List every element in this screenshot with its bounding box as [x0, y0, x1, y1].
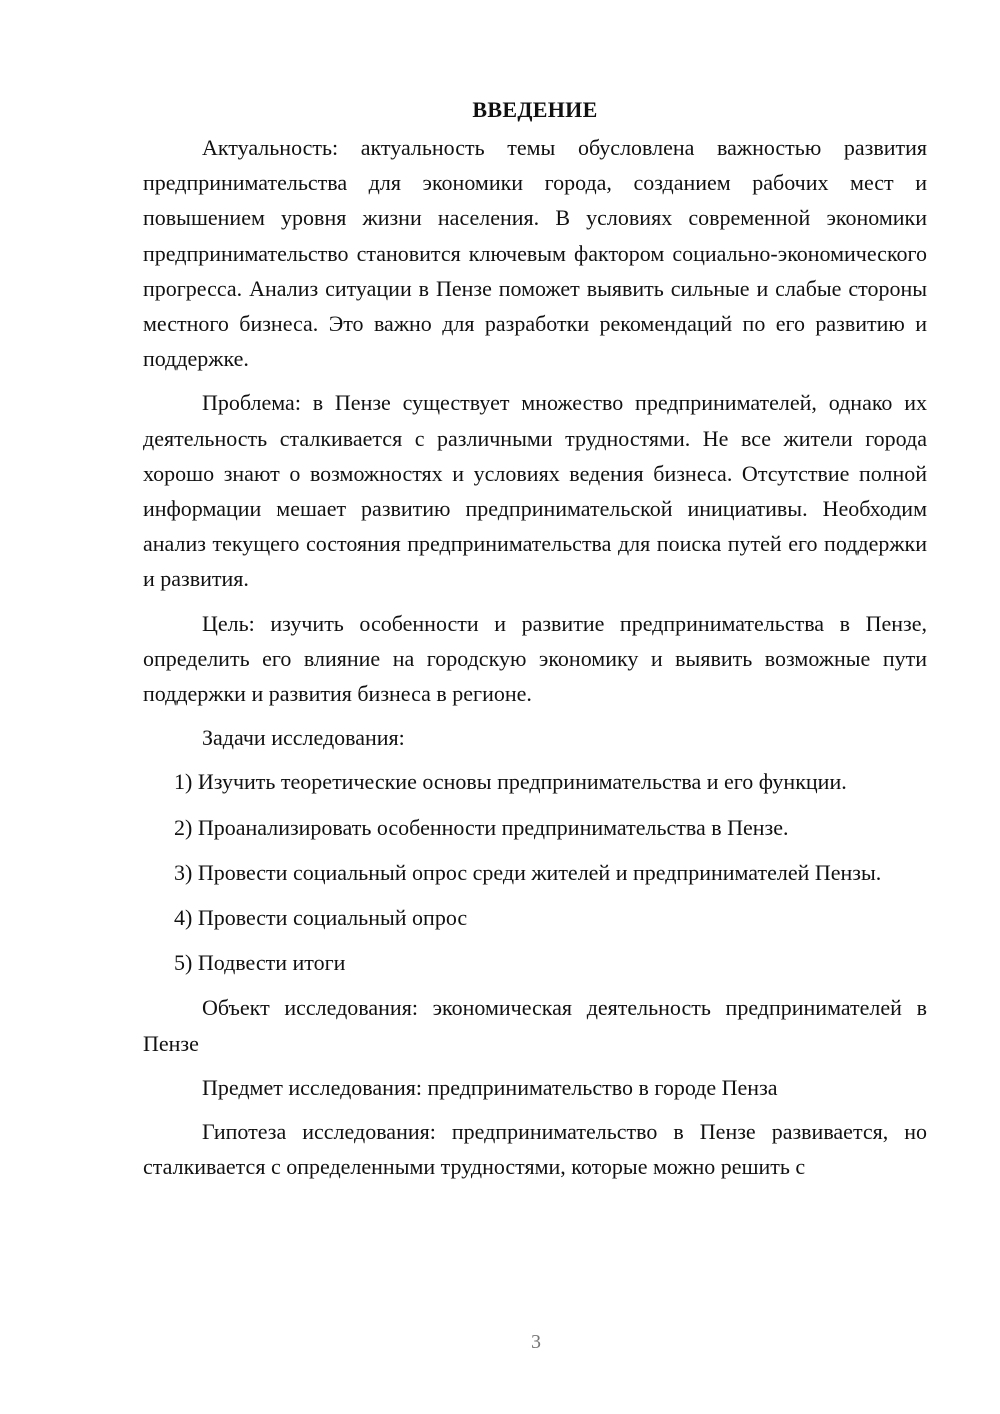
page-number: 3 [531, 1331, 541, 1353]
relevance-paragraph: Актуальность: актуальность темы обусловлена важностью развития предпринимательства для экономики города, созданием рабочих мест и повышением уровня жизни населения. В условиях современной экономики предпринимательство становится ключевым фактором социально-экономического прогресса. Анализ ситуации в Пензе поможет выявить сильные и слабые стороны местного бизнеса. Это важно для разработки рекомендаций по его развитию и поддержке. [143, 135, 927, 372]
task-item: 1) Изучить теоретические основы предпринимательства и его функции. [174, 769, 847, 795]
hypothesis-paragraph: Гипотеза исследования: предпринимательство в Пензе развивается, но сталкивается с определенными трудностями, которые можно решить с [143, 1119, 927, 1180]
task-item: 4) Провести социальный опрос [174, 905, 468, 931]
page-content [143, 92, 927, 1193]
task-item: 3) Провести социальный опрос среди жителей и предпринимателей Пензы. [174, 859, 882, 885]
task-item: 2) Проанализировать особенности предпринимательства в Пензе. [174, 814, 789, 840]
problem-paragraph: Проблема: в Пензе существует множество предпринимателей, однако их деятельность сталкивается с различными трудностями. Не все жители города хорошо знают о возможностях и условиях ведения бизнеса. Отсутствие полной информации мешает развитию предпринимательской инициативы. Необходим анализ текущего состояния предпринимательства для поиска путей его поддержки и развития. [143, 390, 927, 592]
goal-paragraph: Цель: изучить особенности и развитие предпринимательства в Пензе, определить его влияние на городскую экономику и выявить возможные пути поддержки и развития бизнеса в регионе. [143, 610, 927, 707]
task-item: 5) Подвести итоги [174, 950, 346, 976]
tasks-list [143, 764, 927, 980]
subject-paragraph: Предмет исследования: предпринимательство в городе Пенза [202, 1074, 778, 1100]
object-paragraph: Объект исследования: экономическая деятельность предпринимателей в Пензе [143, 995, 927, 1056]
section-heading: ВВЕДЕНИЕ [472, 97, 598, 122]
tasks-intro-paragraph: Задачи исследования: [202, 725, 405, 751]
